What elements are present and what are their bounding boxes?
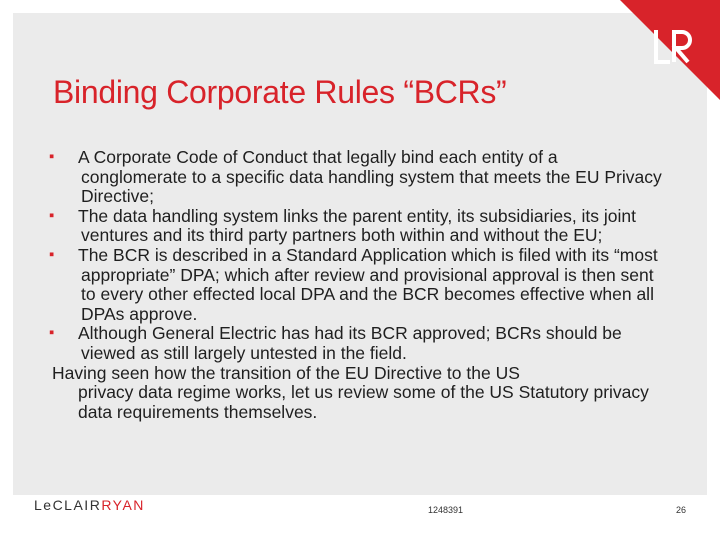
page-number: 26	[675, 505, 686, 515]
footer-logo-right: RYAN	[101, 497, 145, 513]
closing-continuation: privacy data regime works, let us review some of the US Statutory privacy data requirements themselves.	[78, 382, 649, 422]
closing-first-line: Having seen how the transition of the EU Directive to the US	[52, 362, 520, 383]
slide-body	[52, 148, 662, 422]
footer-logo-left: LeCLAIR	[34, 497, 102, 513]
slide-title: Binding Corporate Rules “BCRs”	[53, 74, 507, 110]
closing-paragraph	[52, 364, 662, 423]
document-number: 1248391	[428, 505, 464, 515]
bullet-item: ▪ The BCR is described in a Standard Application which is filed with its “most appropriate” DPA; which after review and provisional approval is then sent to every other effected local DPA and the BCR becomes effective when all DPAs approve.	[52, 246, 662, 324]
bullet-item: ▪ Although General Electric has had its BCR approved; BCRs should be viewed as still largely untested in the field.	[52, 324, 662, 363]
footer-logo	[34, 497, 145, 517]
bullet-item: ▪ The data handling system links the parent entity, its subsidiaries, its joint ventures and its third party partners both within and without the EU;	[52, 207, 662, 246]
bullet-item: ▪ A Corporate Code of Conduct that legally bind each entity of a conglomerate to a specific data handling system that meets the EU Privacy Directive;	[52, 148, 662, 207]
lr-monogram-icon	[654, 28, 692, 66]
